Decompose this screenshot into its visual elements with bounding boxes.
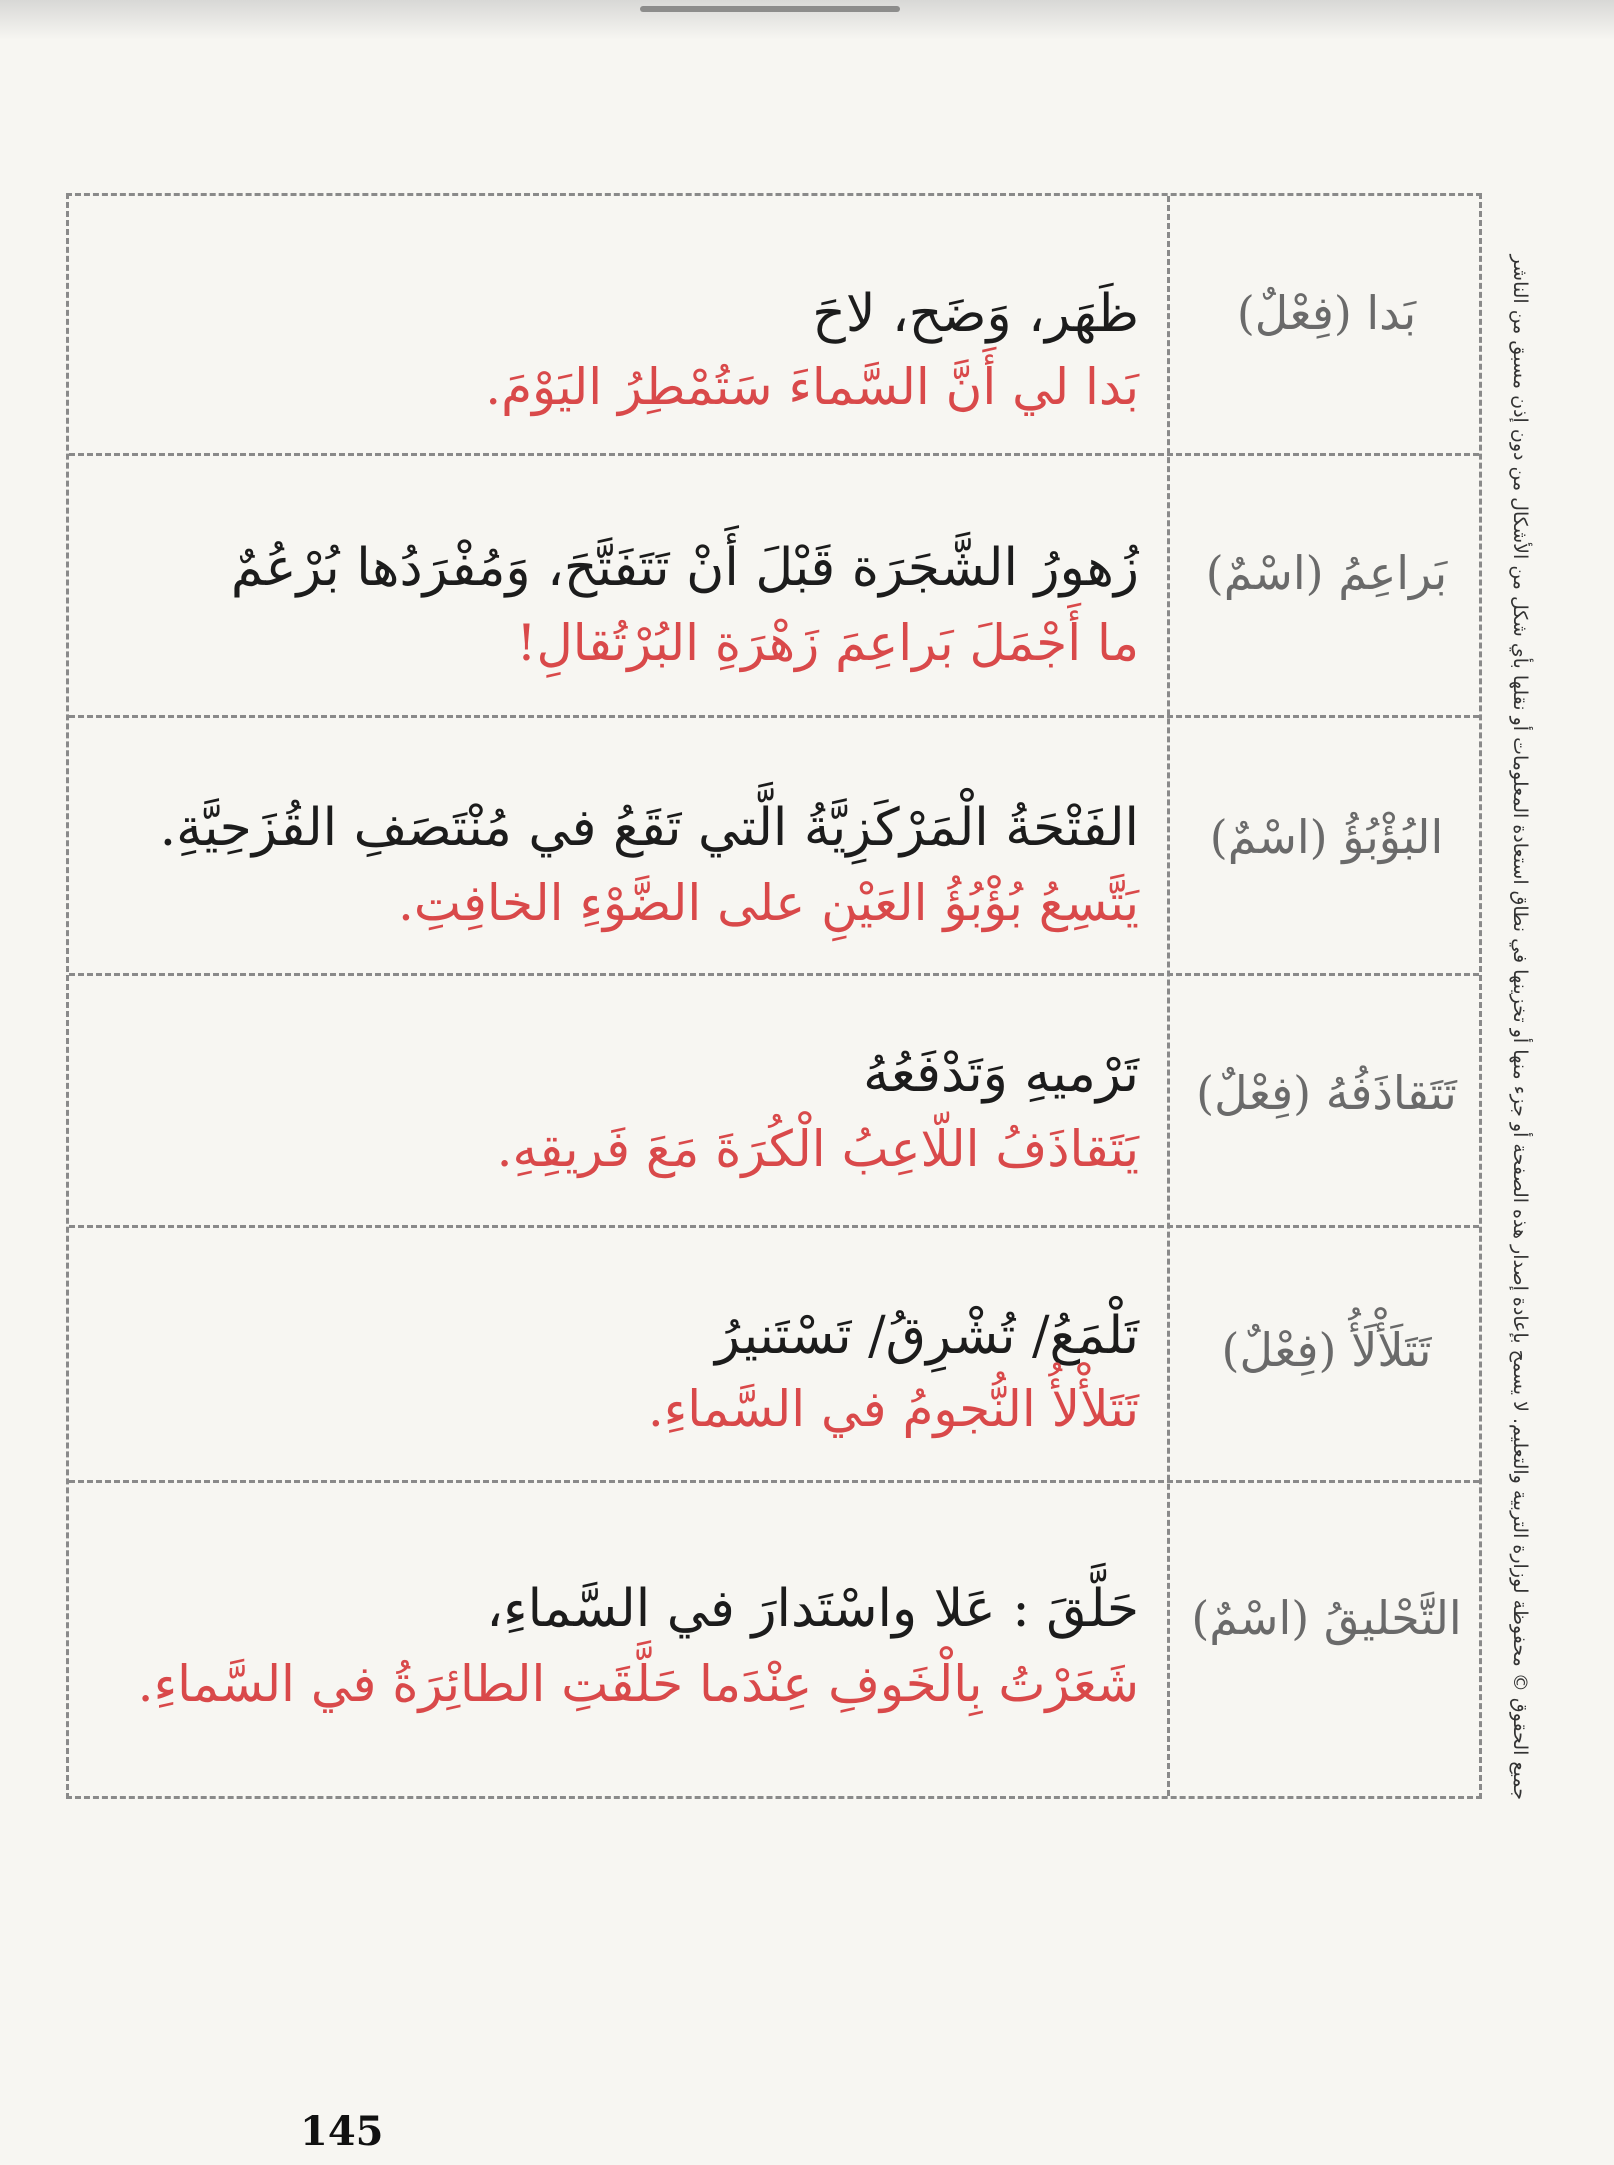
vocab-definition: تَرْميهِ وَتَدْفَعُهُ bbox=[863, 1044, 1139, 1104]
vocab-row bbox=[69, 976, 1479, 1228]
vocab-definition: ظَهَر، وَضَح، لاحَ bbox=[812, 284, 1139, 344]
vocab-example: شَعَرْتُ بِالْخَوفِ عِنْدَما حَلَّقَتِ الطائِرَةُ في السَّماءِ. bbox=[137, 1655, 1139, 1713]
page-crease bbox=[640, 6, 900, 12]
vocab-term: بَدا (فِعْلٌ) bbox=[1236, 286, 1417, 340]
vocab-definition: حَلَّقَ : عَلا واسْتَدارَ في السَّماءِ، bbox=[486, 1579, 1139, 1639]
vocab-term: البُؤْبُؤُ (اسْمٌ) bbox=[1209, 810, 1444, 864]
vocab-term: التَّحْليقُ (اسْمٌ) bbox=[1191, 1591, 1462, 1645]
vocab-term: تَتَقاذَفُهُ (فِعْلٌ) bbox=[1196, 1066, 1457, 1120]
vocab-example: يَتَّسِعُ بُؤْبُؤُ العَيْنِ على الضَّوْءِ الخافِتِ. bbox=[398, 874, 1139, 932]
vocab-definition: زُهورُ الشَّجَرَة قَبْلَ أَنْ تَتَفَتَّحَ، وَمُفْرَدُها بُرْعُمٌ bbox=[230, 538, 1139, 598]
vocab-definition: تَلْمَعُ/ تُشْرِقُ/ تَسْتَنيرُ bbox=[714, 1306, 1139, 1366]
vocab-definition: الفَتْحَةُ الْمَرْكَزِيَّةُ الَّتي تَقَعُ في مُنْتَصَفِ القُزَحِيَّةِ. bbox=[159, 798, 1139, 858]
vocab-term: تَتَلَأْلَأُ (فِعْلٌ) bbox=[1221, 1323, 1432, 1377]
vocab-row bbox=[69, 718, 1479, 976]
page-number: 145 bbox=[300, 2108, 384, 2155]
vocab-row bbox=[69, 1228, 1479, 1483]
vocabulary-table bbox=[66, 193, 1482, 1799]
vocab-example: يَتَقاذَفُ اللّاعِبُ الْكُرَةَ مَعَ فَريقِهِ. bbox=[496, 1120, 1139, 1178]
vocab-row bbox=[69, 1483, 1479, 1796]
vocab-example: بَدا لي أَنَّ السَّماءَ سَتُمْطِرُ اليَوْمَ. bbox=[485, 358, 1139, 416]
vocab-row bbox=[69, 456, 1479, 718]
vocab-example: ما أَجْمَلَ بَراعِمَ زَهْرَةِ البُرْتُقالِ! bbox=[516, 614, 1139, 672]
vocab-example: تَتَلأْلأُ النُّجومُ في السَّماءِ. bbox=[647, 1380, 1139, 1438]
vocab-term: بَراعِمُ (اسْمٌ) bbox=[1205, 546, 1448, 600]
copyright-notice: جميع الحقوق © محفوظة لوزارة التربية والتعليم. لا يسمح بإعادة إصدار هذه الصفحة أو جزء منها أو تخزينها في نطاق استعادة المعلومات أو نقلها بأي شكل من الأشكال من دون إذن مسبق من الناشر bbox=[1509, 254, 1531, 1800]
vocab-row bbox=[69, 196, 1479, 456]
page-top-shadow bbox=[0, 0, 1614, 40]
